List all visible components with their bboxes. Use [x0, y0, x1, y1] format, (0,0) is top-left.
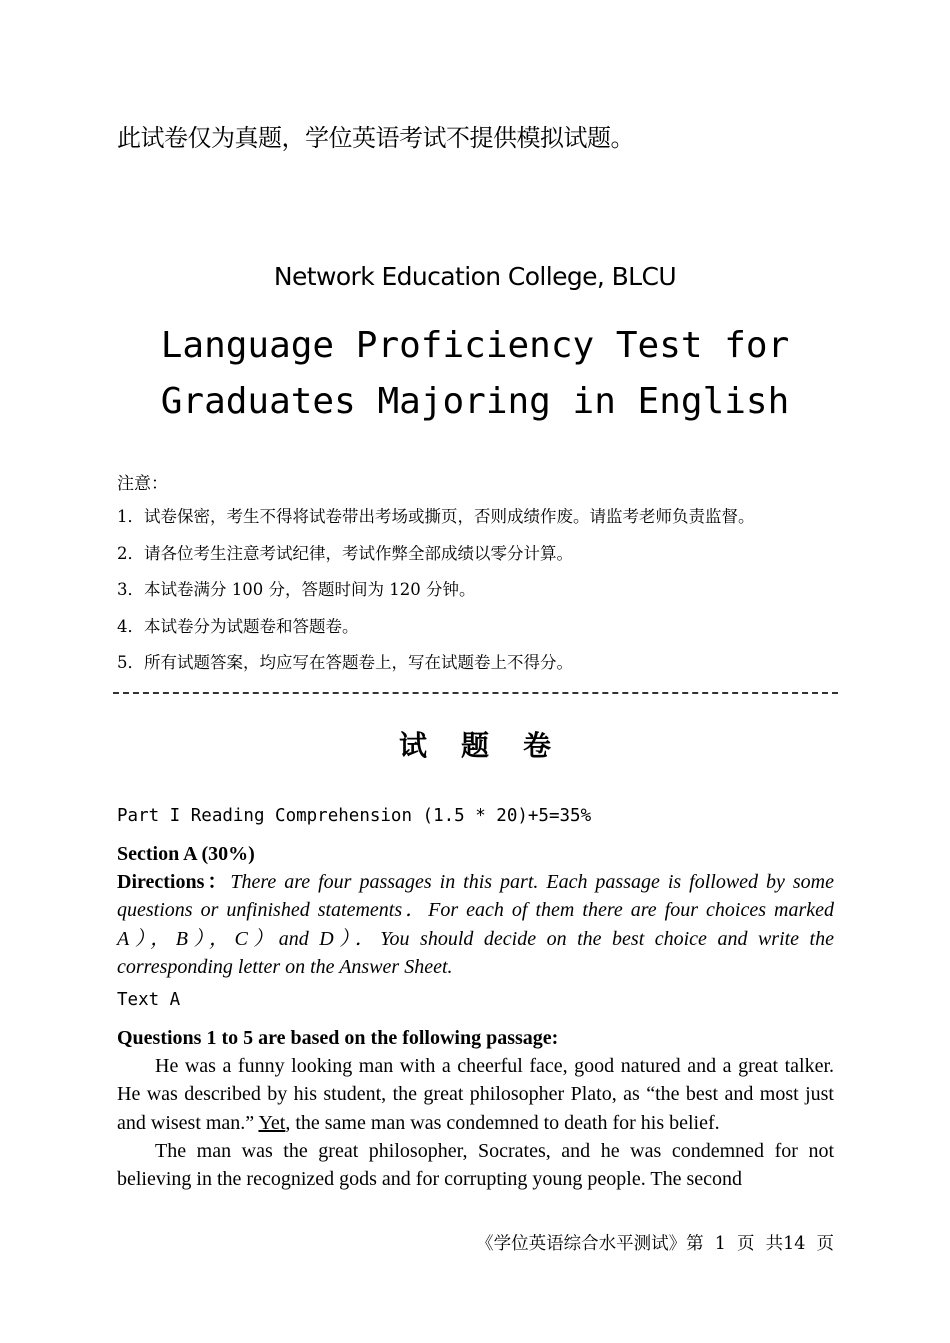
- passage-paragraph-2: The man was the great philosopher, Socrates, and he was condemned for not believing in the recognized gods and for corrupting young people. The second: [117, 1139, 834, 1191]
- underlined-word: Yet: [258, 1111, 286, 1134]
- directions-text: There are four passages in this part. Each passage is followed by some questions or unfinished statements．For each of them there are four choices marked A），B），C）and D）．You should decide on the best choice and write the corresponding letter on the Answer Sheet.: [117, 871, 834, 978]
- notice-item: 4．本试卷分为试题卷和答题卷。: [117, 616, 359, 636]
- passage-paragraph-1: [117, 1052, 834, 1137]
- notice-item: 3．本试卷满分 100 分，答题时间为 120 分钟。: [117, 580, 476, 599]
- directions-label: Directions：: [117, 871, 231, 893]
- notice-item: 2．请各位考生注意考试纪律，考试作弊全部成绩以零分计算。: [117, 543, 573, 563]
- notice-item: 1．试卷保密，考生不得将试卷带出考场或撕页，否则成绩作废。请监考老师负责监督。: [117, 507, 755, 526]
- part-heading: Part I Reading Comprehension (1.5 * 20)+5=35%: [117, 806, 592, 826]
- paper-title: 试题卷: [398, 729, 585, 762]
- exam-title: [0, 318, 950, 430]
- page-footer: 《学位英语综合水平测试》第 1 页 共14 页: [476, 1234, 834, 1254]
- questions-intro: Questions 1 to 5 are based on the following passage:: [117, 1027, 559, 1049]
- college-name: Network Education College, BLCU: [273, 262, 677, 291]
- section-heading: Section A (30%): [117, 843, 255, 865]
- notice-item: 5．所有试题答案，均应写在答题卷上，写在试题卷上不得分。: [117, 653, 573, 672]
- disclaimer-text: 此试卷仅为真题，学位英语考试不提供模拟试题。: [117, 124, 634, 152]
- passage-p1-text: He was a funny looking man with a cheerful face, good natured and a great talker. He was described by his student, the great philosopher Plato, as “the best and most just and wisest man.”: [117, 1055, 834, 1134]
- notice-heading: 注意：: [117, 474, 168, 494]
- exam-title-line-1: Language Proficiency Test for: [160, 325, 790, 366]
- directions: [117, 868, 834, 981]
- passage: [117, 1052, 834, 1193]
- dashed-divider: [113, 692, 838, 694]
- notice-list: [117, 504, 847, 687]
- text-label: Text A: [117, 990, 181, 1010]
- passage-p1-text-end: , the same man was condemned to death for his belief.: [285, 1111, 720, 1134]
- exam-title-line-2: Graduates Majoring in English: [160, 381, 790, 422]
